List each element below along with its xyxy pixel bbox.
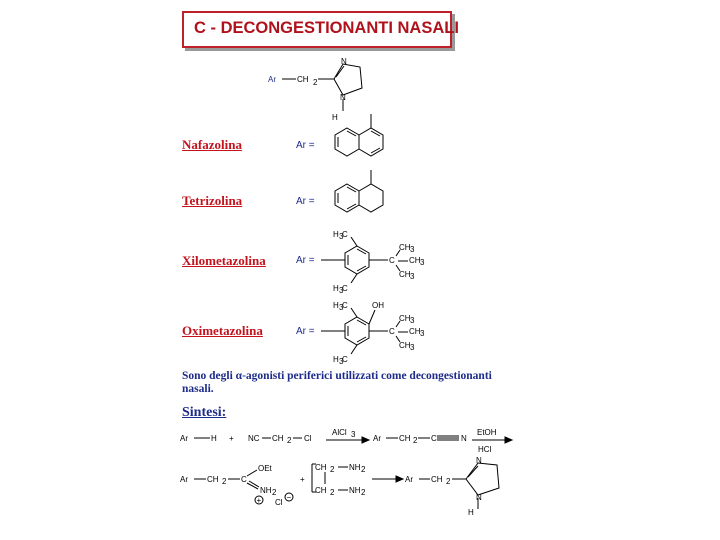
syn2-ch-a: CH — [315, 463, 327, 472]
xilo-quaternary-c: C — [389, 256, 395, 265]
xilo-c-bottom: C — [342, 284, 348, 293]
oxi-ch3-c-sub: 3 — [410, 343, 415, 352]
syn2-nh-sub: 2 — [272, 488, 277, 497]
syn1-plus: + — [229, 434, 234, 443]
oxi-h3c-top-sub: 3 — [339, 303, 344, 312]
syn1-product-ch: CH — [399, 434, 411, 443]
xilo-h3c-top-sub: 3 — [339, 232, 344, 241]
syn1-ch-sub: 2 — [287, 436, 292, 445]
xilo-ch3-b: CH — [409, 256, 421, 265]
oxi-ch3-c: CH — [399, 341, 411, 350]
syn2-oet: OEt — [258, 464, 272, 473]
syn2-nh-b: NH — [349, 486, 361, 495]
syn1-ch: CH — [272, 434, 284, 443]
syn1-h: H — [211, 434, 217, 443]
xilo-ch3-b-sub: 3 — [420, 258, 425, 267]
syn1-alcl: AlCl — [332, 428, 347, 437]
syn2-c: C — [241, 475, 247, 484]
xilo-h3c-top: H — [333, 230, 339, 239]
syn2-plus-charge: + — [256, 496, 262, 505]
syn1-etoh: EtOH — [477, 428, 497, 437]
xilo-h3c-bottom-sub: 3 — [339, 286, 344, 295]
syn1-cl: Cl — [304, 434, 312, 443]
syn1-product-ch-sub: 2 — [413, 436, 418, 445]
xilo-ch3-c: CH — [399, 270, 411, 279]
syn2-ch-b: CH — [315, 486, 327, 495]
general-n-top: N — [341, 57, 347, 66]
syn2-nh-a: NH — [349, 463, 361, 472]
syn2-product-n-top: N — [476, 456, 482, 465]
general-ar: Ar — [268, 75, 276, 84]
syn2-cl: Cl — [275, 498, 283, 507]
oxi-ch3-a: CH — [399, 314, 411, 323]
ar-label-xilometazolina: Ar = — [296, 255, 315, 266]
oxi-oh: OH — [372, 301, 384, 310]
xilo-h3c-bottom: H — [333, 284, 339, 293]
syn2-plus: + — [300, 475, 305, 484]
page-title: C - DECONGESTIONANTI NASALI — [194, 19, 459, 37]
oxi-h3c-bottom-sub: 3 — [339, 357, 344, 366]
syn1-product-c: C — [431, 434, 437, 443]
general-ch: CH — [297, 75, 309, 84]
xilo-ch3-a: CH — [399, 243, 411, 252]
general-ch-sub: 2 — [313, 78, 318, 87]
general-h: H — [332, 113, 338, 122]
drug-name-tetrizolina: Tetrizolina — [182, 193, 243, 208]
syn1-product-ar: Ar — [373, 434, 381, 443]
syn2-ch: CH — [207, 475, 219, 484]
drug-name-nafazolina: Nafazolina — [182, 137, 242, 152]
drug-name-xilometazolina: Xilometazolina — [182, 253, 266, 268]
oxi-ch3-a-sub: 3 — [410, 316, 415, 325]
oxi-c-top: C — [342, 301, 348, 310]
syn1-ar: Ar — [180, 434, 188, 443]
syn2-ar: Ar — [180, 475, 188, 484]
ar-label-nafazolina: Ar = — [296, 140, 315, 151]
syn2-nh-a-sub: 2 — [361, 465, 366, 474]
syn1-hcl: HCl — [478, 445, 492, 454]
syn2-minus-charge: − — [286, 493, 292, 502]
xilo-ch3-c-sub: 3 — [410, 272, 415, 281]
syn1-alcl-sub: 3 — [351, 430, 356, 439]
syn2-product-n-bottom: N — [476, 493, 482, 502]
oxi-quaternary-c: C — [389, 327, 395, 336]
synthesis-heading: Sintesi: — [182, 405, 227, 420]
oxi-ch3-b-sub: 3 — [420, 329, 425, 338]
ar-label-tetrizolina: Ar = — [296, 196, 315, 207]
syn2-product-ch-sub: 2 — [446, 477, 451, 486]
syn2-ch-b-sub: 2 — [330, 488, 335, 497]
general-n-bottom: N — [340, 93, 346, 102]
oxi-h3c-top: H — [333, 301, 339, 310]
oxi-c-bottom: C — [342, 355, 348, 364]
ar-label-oximetazolina: Ar = — [296, 326, 315, 337]
syn2-product-h: H — [468, 508, 474, 517]
syn2-product-ch: CH — [431, 475, 443, 484]
syn1-nc: NC — [248, 434, 260, 443]
oxi-h3c-bottom: H — [333, 355, 339, 364]
syn2-ch-sub: 2 — [222, 477, 227, 486]
xilo-c-top: C — [342, 230, 348, 239]
syn2-nh: NH — [260, 486, 272, 495]
oxi-ch3-b: CH — [409, 327, 421, 336]
syn1-product-n: N — [461, 434, 467, 443]
syn2-ch-a-sub: 2 — [330, 465, 335, 474]
drug-name-oximetazolina: Oximetazolina — [182, 323, 263, 338]
syn2-nh-b-sub: 2 — [361, 488, 366, 497]
description-text: Sono degli α-agonisti periferici utilizzati come decongestionanti nasali. — [182, 370, 492, 395]
syn2-product-ar: Ar — [405, 475, 413, 484]
xilo-ch3-a-sub: 3 — [410, 245, 415, 254]
